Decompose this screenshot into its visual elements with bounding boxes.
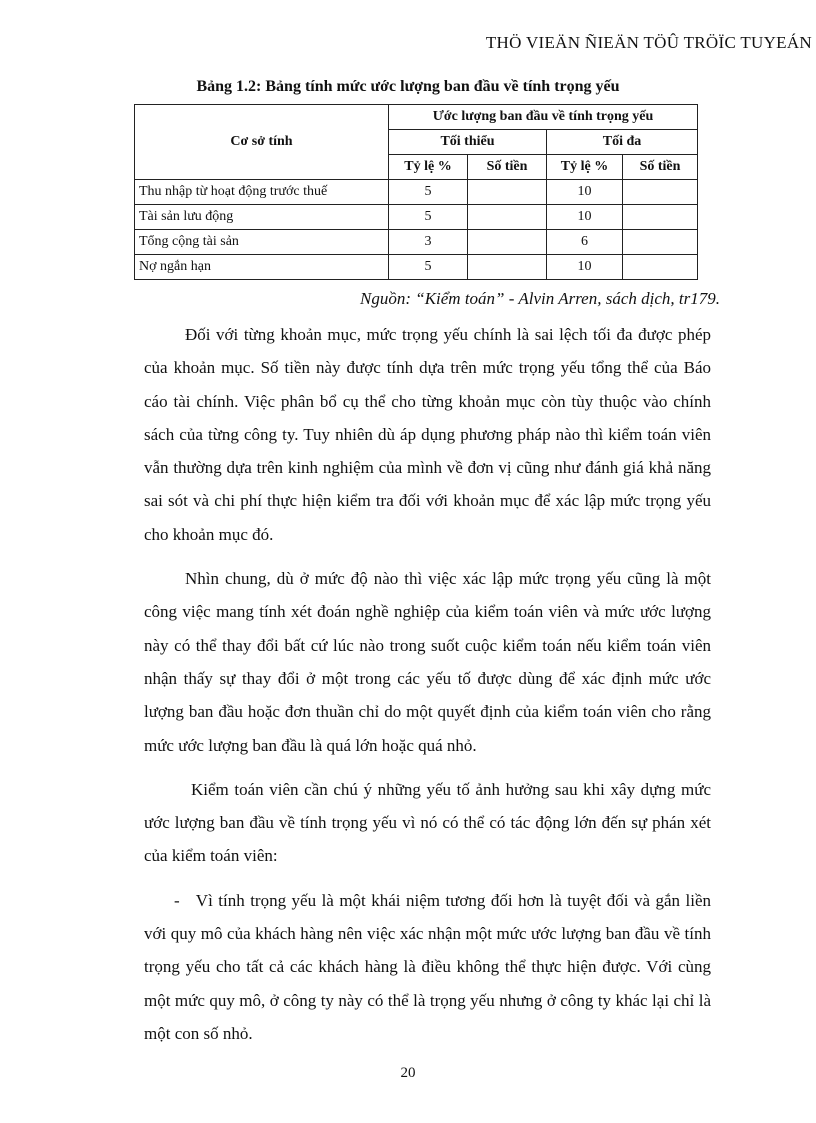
table-header-row — [135, 105, 698, 130]
cell-min-rate: 3 — [389, 230, 468, 255]
header-min: Tối thiểu — [389, 130, 547, 155]
cell-max-amount — [623, 255, 698, 280]
paragraph: Nhìn chung, dù ở mức độ nào thì việc xác lập mức trọng yếu cũng là một công việc mang tính xét đoán nghề nghiệp của kiểm toán viên và mức ước lượng này có thể thay đổi bất cứ lúc nào trong suốt cuộc kiểm toán nếu kiểm toán viên nhận thấy sự thay đổi ở một trong các yếu tố được dùng để xác định mức ước lượng ban đầu hoặc đơn thuần chỉ do một quyết định của kiểm toán viên cho rằng mức ước lượng ban đầu là quá lớn hoặc quá nhỏ. — [144, 569, 711, 755]
table-source: Nguồn: “Kiểm toán” - Alvin Arren, sách dịch, tr179. — [360, 289, 720, 308]
header-max-amount: Số tiền — [623, 155, 698, 180]
table-row — [135, 205, 698, 230]
cell-min-amount — [468, 180, 547, 205]
list-item: - Vì tính trọng yếu là một khái niệm tương đối hơn là tuyệt đối và gắn liền với quy mô của khách hàng nên việc xác nhận một mức ước lượng ban đầu về tính trọng yếu cho tất cả các khách hàng là điều không thể thực hiện được. Với cùng một mức quy mô, ở công ty này có thể là trọng yếu nhưng ở công ty khác lại chỉ là một con số nhỏ. — [144, 890, 716, 1043]
cell-min-rate: 5 — [389, 205, 468, 230]
cell-basis: Tài sản lưu động — [135, 205, 389, 230]
paragraph: Đối với từng khoản mục, mức trọng yếu chính là sai lệch tối đa được phép của khoản mục. Số tiền này được tính dựa trên mức trọng yếu tổng thể của Báo cáo tài chính. Việc phân bổ cụ thể cho từng khoản mục còn tùy thuộc vào chính sách của từng công ty. Tuy nhiên dù áp dụng phương pháp nào thì kiểm toán viên vẫn thường dựa trên kinh nghiệm của mình về đơn vị cũng như đánh giá khả năng sai sót và chi phí thực hiện kiểm tra đối với khoản mục để xác lập mức trọng yếu cho khoản mục đó. — [144, 325, 711, 544]
cell-min-amount — [468, 205, 547, 230]
cell-basis: Tổng cộng tài sản — [135, 230, 389, 255]
materiality-table — [134, 104, 698, 280]
header-basis: Cơ sở tính — [135, 105, 389, 180]
header-min-rate: Tỷ lệ % — [389, 155, 468, 180]
page-number: 20 — [400, 1065, 416, 1081]
cell-basis: Thu nhập từ hoạt động trước thuế — [135, 180, 389, 205]
cell-min-rate: 5 — [389, 180, 468, 205]
cell-max-rate: 10 — [547, 205, 623, 230]
paragraph: Kiểm toán viên cần chú ý những yếu tố ảnh hưởng sau khi xây dựng mức ước lượng ban đầu về tính trọng yếu vì nó có thể có tác động lớn đến sự phán xét của kiểm toán viên: — [144, 779, 711, 866]
cell-max-rate: 6 — [547, 230, 623, 255]
cell-max-rate: 10 — [547, 180, 623, 205]
table-row — [135, 180, 698, 205]
cell-max-amount — [623, 180, 698, 205]
page-header: THÖ VIEÄN ÑIEÄN TÖÛ TRÖÏC TUYEÁN — [485, 33, 812, 52]
table-caption: Bảng 1.2: Bảng tính mức ước lượng ban đầu về tính trọng yếu — [196, 78, 620, 95]
header-max: Tối đa — [547, 130, 698, 155]
body-text — [144, 318, 716, 1050]
table-row — [135, 230, 698, 255]
cell-min-rate: 5 — [389, 255, 468, 280]
cell-min-amount — [468, 255, 547, 280]
cell-max-rate: 10 — [547, 255, 623, 280]
cell-max-amount — [623, 205, 698, 230]
cell-max-amount — [623, 230, 698, 255]
header-min-amount: Số tiền — [468, 155, 547, 180]
cell-min-amount — [468, 230, 547, 255]
header-max-rate: Tỷ lệ % — [547, 155, 623, 180]
cell-basis: Nợ ngắn hạn — [135, 255, 389, 280]
table-row — [135, 255, 698, 280]
header-group: Ước lượng ban đầu về tính trọng yếu — [389, 105, 698, 130]
